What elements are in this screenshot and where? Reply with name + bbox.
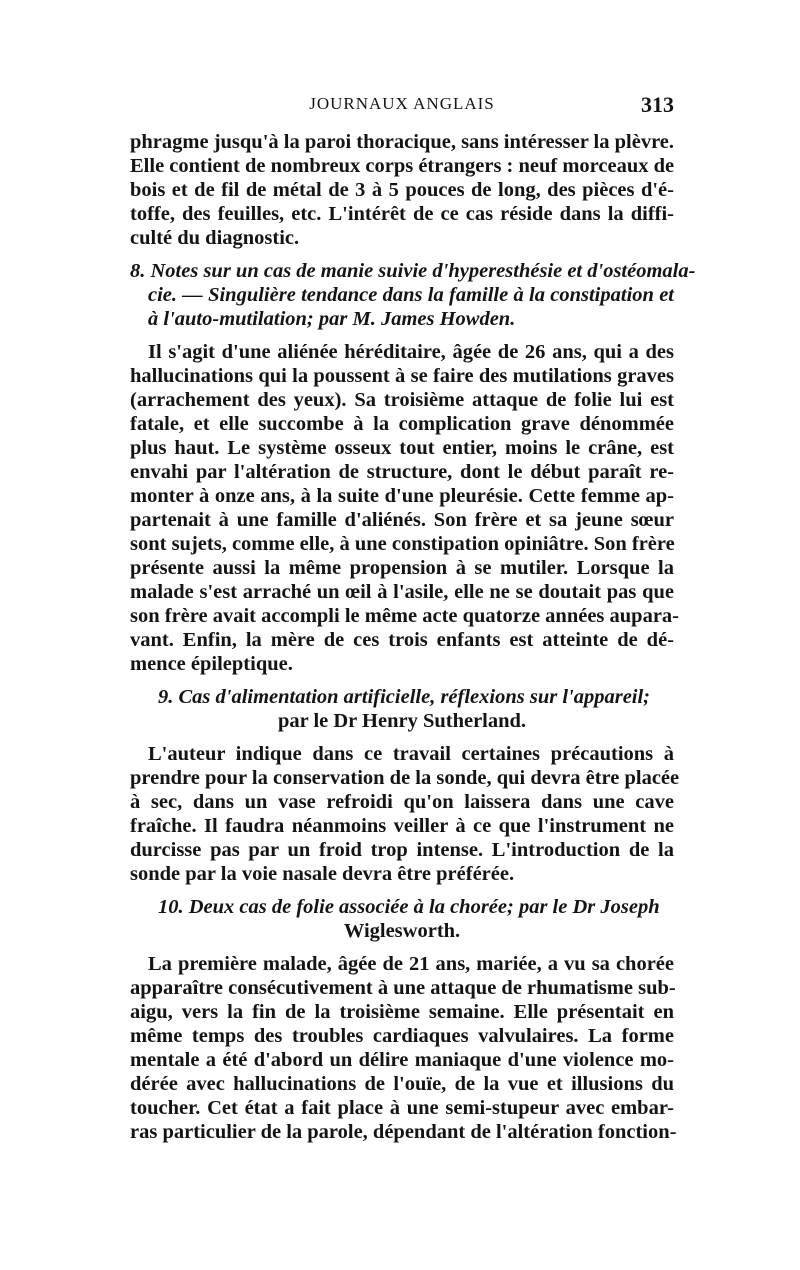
text-line: toffe, des feuilles, etc. L'intérêt de ce cas réside dans la diffi- [130, 203, 674, 225]
text-line: son frère avait accompli le même acte quatorze années aupara- [130, 605, 679, 627]
page-header [130, 94, 674, 120]
text-line: aigu, vers la fin de la troisième semaine. Elle présentait en [130, 1001, 674, 1023]
paragraph [130, 130, 674, 250]
text-line: dérée avec hallucinations de l'ouïe, de la vue et illusions du [130, 1073, 674, 1095]
heading-line: par le Dr Henry Sutherland. [277, 710, 527, 732]
heading-line: cie. — Singulière tendance dans la famille à la constipation et [148, 284, 674, 306]
section-heading [130, 259, 696, 331]
text-line: sonde par la voie nasale devra être préférée. [130, 863, 515, 885]
heading-line: 10. Deux cas de folie associée à la chorée; par le Dr Joseph [158, 896, 660, 918]
text-line: durcisse pas par un froid trop intense. L'introduction de la [130, 839, 674, 861]
text-line: monter à onze ans, à la suite d'une pleurésie. Cette femme ap- [130, 485, 674, 507]
text-line: fatale, et elle succombe à la complication grave dénommée [130, 413, 674, 435]
page-number: 313 [641, 92, 674, 117]
heading-line: à l'auto-mutilation; par M. James Howden. [148, 308, 516, 330]
text-line: présente aussi la même propension à se mutiler. Lorsque la [130, 557, 674, 579]
text-line: hallucinations qui la poussent à se faire des mutilations graves [130, 365, 674, 387]
text-line: Il s'agit d'une aliénée héréditaire, âgée de 26 ans, qui a des [148, 341, 674, 363]
text-line: L'auteur indique dans ce travail certaines précautions à [148, 743, 674, 765]
running-head: JOURNAUX ANGLAIS [309, 94, 495, 113]
text-line: ras particulier de la parole, dépendant de l'altération fonction- [130, 1121, 677, 1143]
paragraph [130, 340, 679, 676]
heading-line: Wiglesworth. [343, 920, 461, 942]
section-heading [130, 685, 674, 733]
section-heading [130, 895, 674, 943]
text-line: mentale a été d'abord un délire maniaque d'une violence mo- [130, 1049, 674, 1071]
text-line: culté du diagnostic. [130, 227, 300, 249]
text-line: plus haut. Le système osseux tout entier, moins le crâne, est [130, 437, 674, 459]
text-line: envahi par l'altération de structure, dont le début paraît re- [130, 461, 674, 483]
text-line: Elle contient de nombreux corps étrangers : neuf morceaux de [130, 155, 675, 177]
paragraph [130, 742, 680, 886]
text-line: (arrachement des yeux). Sa troisième attaque de folie lui est [130, 389, 674, 411]
text-line: La première malade, âgée de 21 ans, mariée, a vu sa chorée [148, 953, 674, 975]
text-line: toucher. Cet état a fait place à une semi-stupeur avec embar- [130, 1097, 674, 1119]
paragraph [130, 952, 677, 1144]
text-line: malade s'est arraché un œil à l'asile, elle ne se doutait pas que [130, 581, 674, 603]
text-line: partenait à une famille d'aliénés. Son frère et sa jeune sœur [130, 509, 674, 531]
text-line: prendre pour la conservation de la sonde, qui devra être placée [130, 767, 680, 789]
text-line: bois et de fil de métal de 3 à 5 pouces de long, des pièces d'é- [130, 179, 674, 201]
text-line: phragme jusqu'à la paroi thoracique, sans intéresser la plèvre. [130, 131, 675, 153]
heading-line: 8. Notes sur un cas de manie suivie d'hyperesthésie et d'ostéomala- [130, 260, 696, 282]
text-line: vant. Enfin, la mère de ces trois enfants est atteinte de dé- [130, 629, 674, 651]
body-text [130, 130, 696, 1144]
text-line: même temps des troubles cardiaques valvulaires. La forme [130, 1025, 674, 1047]
text-line: sont sujets, comme elle, à une constipation opiniâtre. Son frère [130, 533, 675, 555]
heading-line: 9. Cas d'alimentation artificielle, réflexions sur l'appareil; [158, 686, 651, 708]
text-line: mence épileptique. [130, 653, 293, 675]
text-line: à sec, dans un vase refroidi qu'on laissera dans une cave [130, 791, 674, 813]
text-line: fraîche. Il faudra néanmoins veiller à ce que l'instrument ne [130, 815, 674, 837]
text-line: apparaître consécutivement à une attaque de rhumatisme sub- [130, 977, 676, 999]
